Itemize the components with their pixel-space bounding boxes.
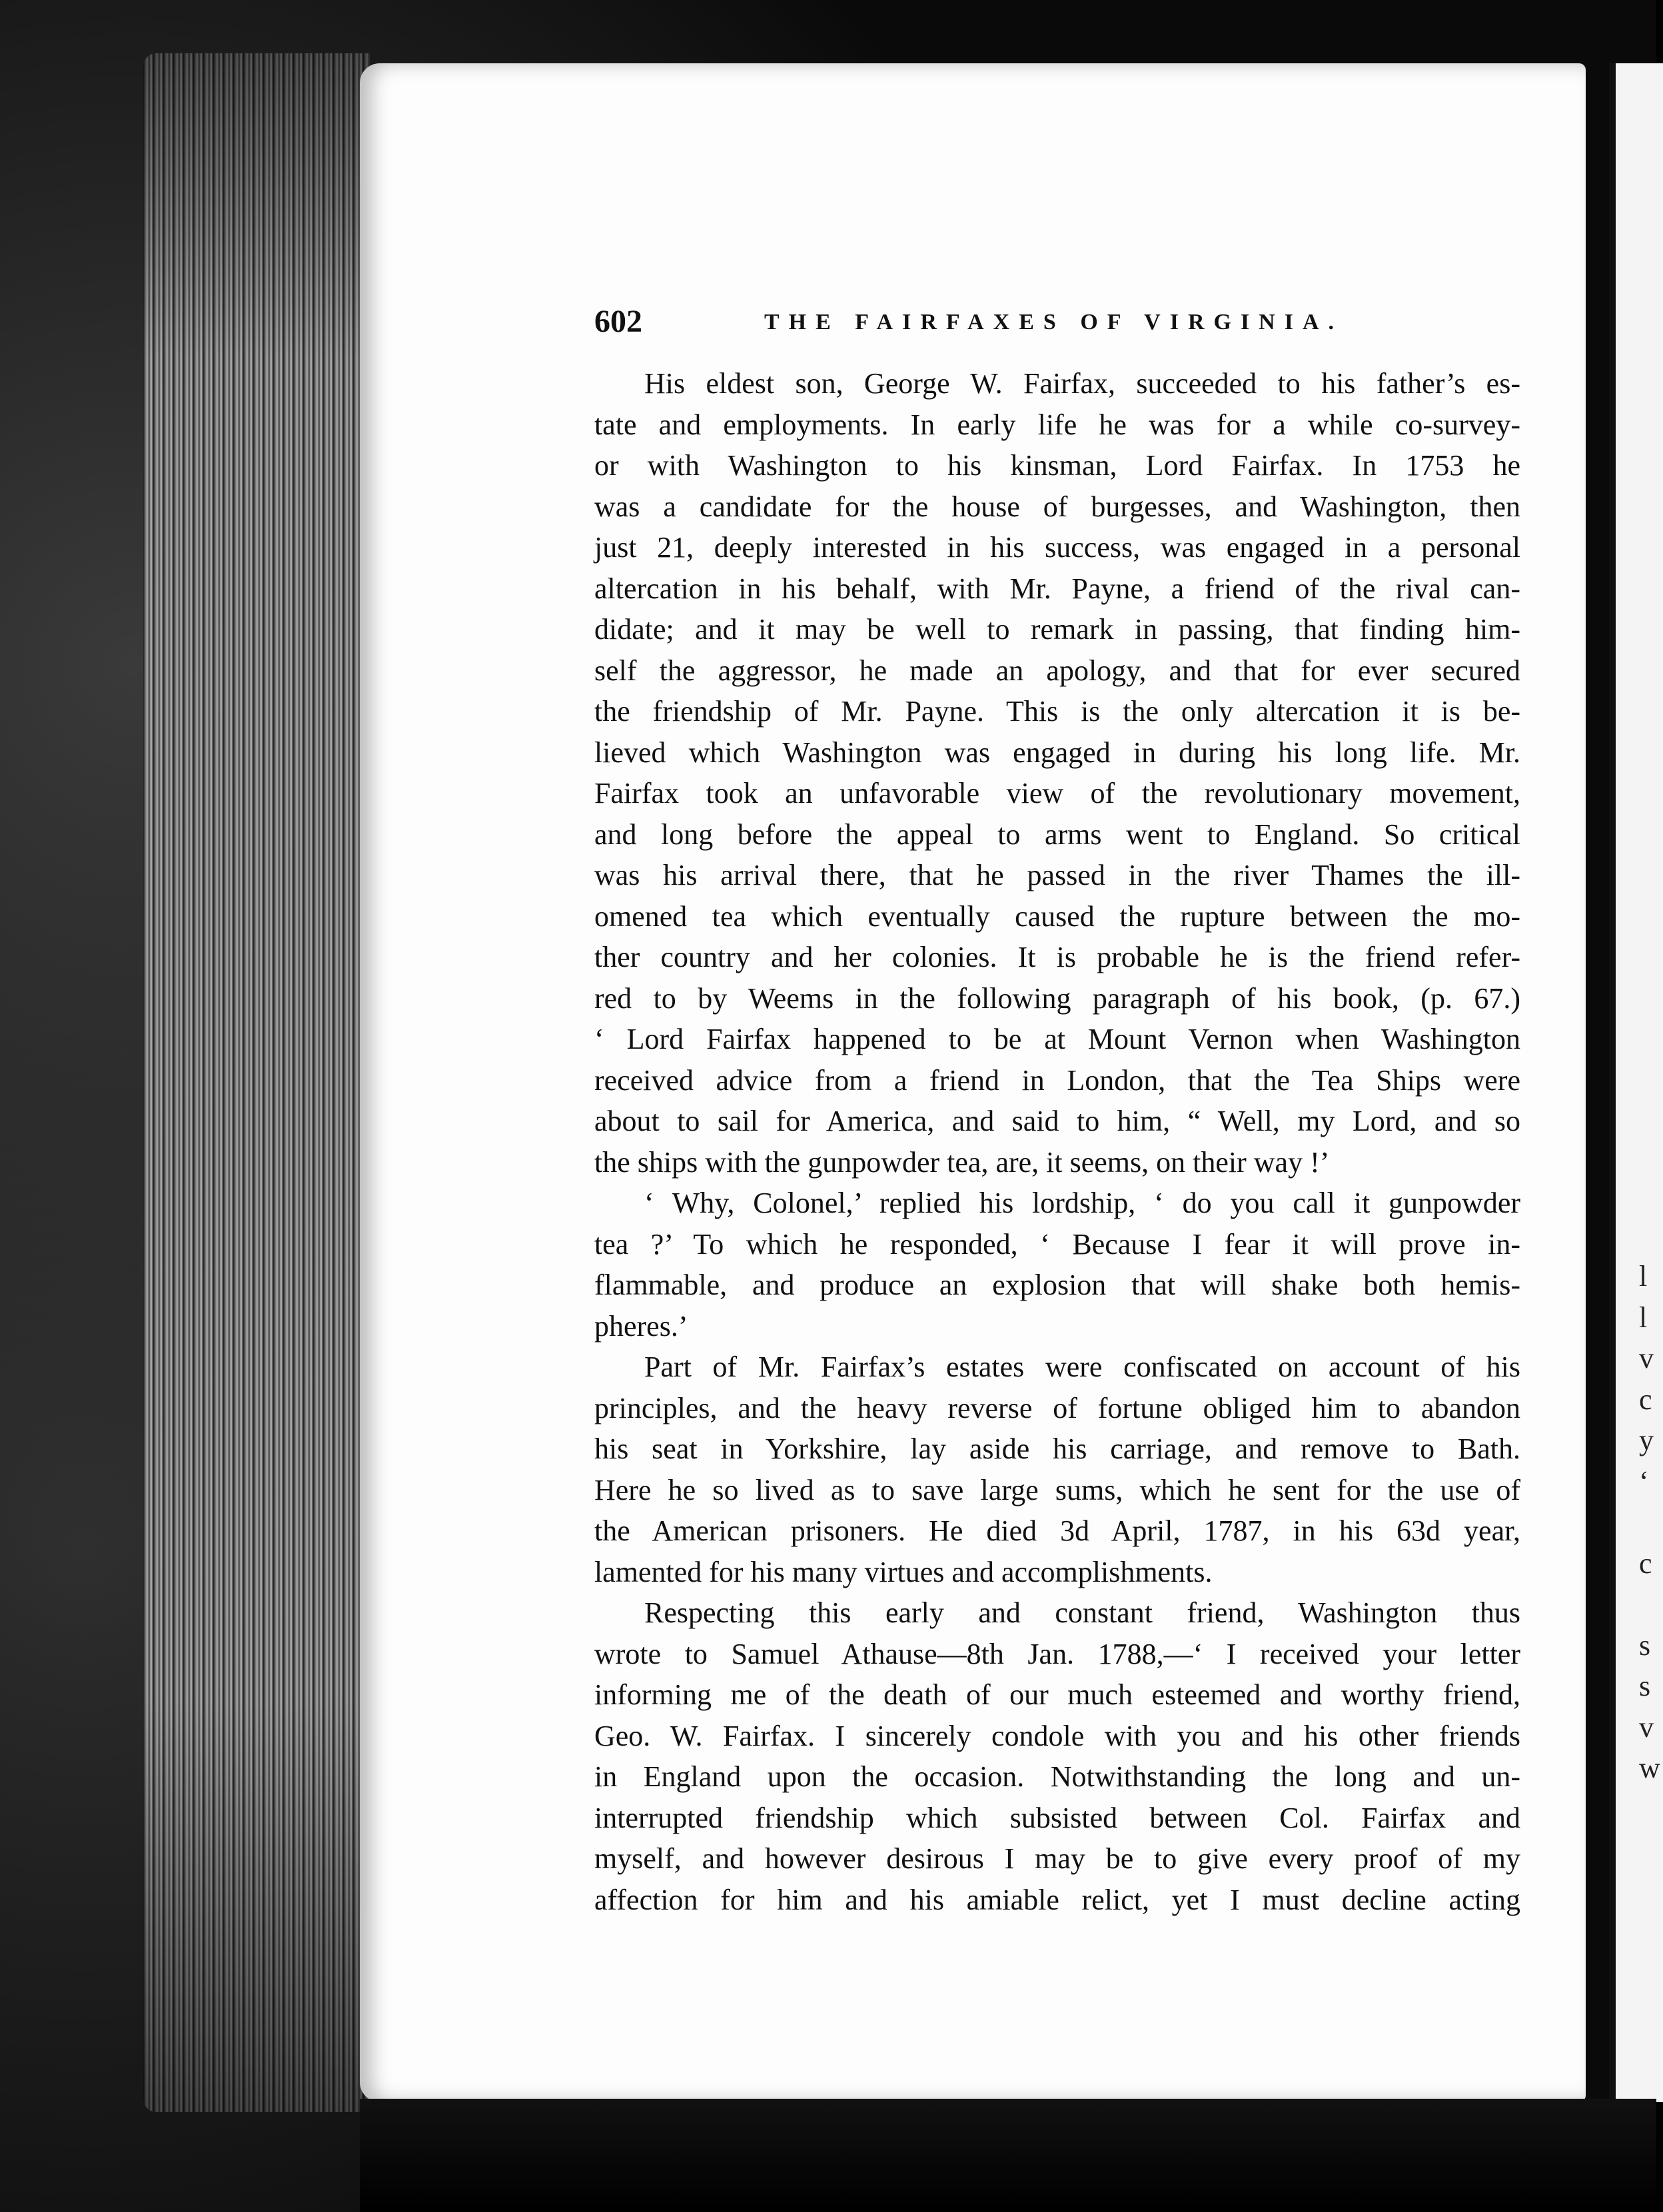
text-line: the friendship of Mr. Payne. This is the only altercation it is be- — [594, 695, 1520, 728]
text-line: received advice from a friend in London, that the Tea Ships were — [594, 1063, 1520, 1097]
text-line: Part of Mr. Fairfax’s estates were confiscated on account of his — [644, 1351, 1520, 1383]
text-line: just 21, deeply interested in his success, was engaged in a personal — [594, 531, 1520, 564]
facing-page-sliver — [1609, 63, 1663, 2102]
facing-page-letter: s — [1639, 1628, 1651, 1662]
facing-page-letter: l — [1639, 1260, 1648, 1293]
text-line: his seat in Yorkshire, lay aside his carriage, and remove to Bath. — [594, 1432, 1520, 1465]
text-line: Fairfax took an unfavorable view of the revolutionary movement, — [594, 777, 1520, 810]
facing-page-letter: v — [1639, 1342, 1654, 1375]
page-number: 602 — [594, 304, 642, 339]
text-line: altercation in his behalf, with Mr. Payne, a friend of the rival can- — [594, 572, 1520, 605]
text-line: Geo. W. Fairfax. I sincerely condole with you and his other friends — [594, 1719, 1520, 1752]
scan-bottom-shadow — [360, 2099, 1656, 2212]
facing-page-letter: s — [1639, 1670, 1651, 1702]
running-head — [594, 303, 1527, 350]
text-line: or with Washington to his kinsman, Lord Fairfax. In 1753 he — [594, 449, 1520, 482]
text-line: interrupted friendship which subsisted between Col. Fairfax and — [594, 1801, 1520, 1834]
facing-page-letter: w — [1639, 1752, 1660, 1784]
text-line: principles, and the heavy reverse of fortune obliged him to abandon — [594, 1391, 1520, 1424]
text-line: wrote to Samuel Athause—8th Jan. 1788,—‘ I received your letter — [594, 1637, 1520, 1670]
facing-page-letter: l — [1639, 1301, 1648, 1334]
facing-page-letter: ‘ — [1639, 1464, 1649, 1498]
text-line: the ships with the gunpowder tea, are, it seems, on their way !’ — [594, 1145, 1330, 1179]
facing-page-letter: y — [1639, 1424, 1654, 1456]
text-line: His eldest son, George W. Fairfax, succeeded to his father’s es- — [644, 367, 1520, 400]
text-line: lieved which Washington was engaged in during his long life. Mr. — [594, 736, 1520, 769]
text-line: red to by Weems in the following paragraph of his book, (p. 67.) — [594, 981, 1520, 1015]
text-line: pheres.’ — [594, 1309, 688, 1343]
running-title: THE FAIRFAXES OF VIRGINIA. — [764, 310, 1344, 334]
text-line: self the aggressor, he made an apology, and that for ever secured — [594, 654, 1520, 687]
text-line: ther country and her colonies. It is probable he is the friend refer- — [594, 941, 1520, 973]
facing-page-letter: c — [1639, 1382, 1652, 1416]
text-line: informing me of the death of our much esteemed and worthy friend, — [594, 1678, 1520, 1711]
text-line: lamented for his many virtues and accomplishments. — [594, 1555, 1213, 1588]
text-line: affection for him and his amiable relict, yet I must decline acting — [594, 1883, 1520, 1916]
text-line: was a candidate for the house of burgesses, and Washington, then — [594, 490, 1520, 523]
text-line: Respecting this early and constant friend, Washington thus — [644, 1596, 1520, 1629]
text-line: in England upon the occasion. Notwithstanding the long and un- — [594, 1760, 1520, 1793]
text-line: Here he so lived as to save large sums, which he sent for the use of — [594, 1473, 1520, 1506]
page-edges-shading — [143, 53, 370, 2112]
text-line: flammable, and produce an explosion that will shake both hemis- — [594, 1269, 1520, 1301]
text-line: was his arrival there, that he passed in the river Thames the ill- — [594, 859, 1520, 891]
text-line: tea ?’ To which he responded, ‘ Because I fear it will prove in- — [594, 1227, 1520, 1261]
text-line: about to sail for America, and said to him, “ Well, my Lord, and so — [594, 1105, 1520, 1137]
text-line: tate and employments. In early life he was for a while co-survey- — [594, 408, 1520, 441]
body-text — [594, 363, 1520, 1920]
text-line: ‘ Why, Colonel,’ replied his lordship, ‘ do you call it gunpowder — [644, 1187, 1520, 1219]
text-line: ‘ Lord Fairfax happened to be at Mount Vernon when Washington — [594, 1023, 1520, 1055]
text-line: and long before the appeal to arms went to England. So critical — [594, 818, 1520, 851]
text-line: didate; and it may be well to remark in passing, that finding him- — [594, 613, 1520, 646]
facing-page-letter: c — [1639, 1546, 1652, 1580]
text-line: omened tea which eventually caused the rupture between the mo- — [594, 899, 1520, 933]
facing-page-letter: v — [1639, 1710, 1654, 1744]
text-line: the American prisoners. He died 3d April, 1787, in his 63d year, — [594, 1514, 1520, 1547]
text-line: myself, and however desirous I may be to give every proof of my — [594, 1842, 1520, 1875]
